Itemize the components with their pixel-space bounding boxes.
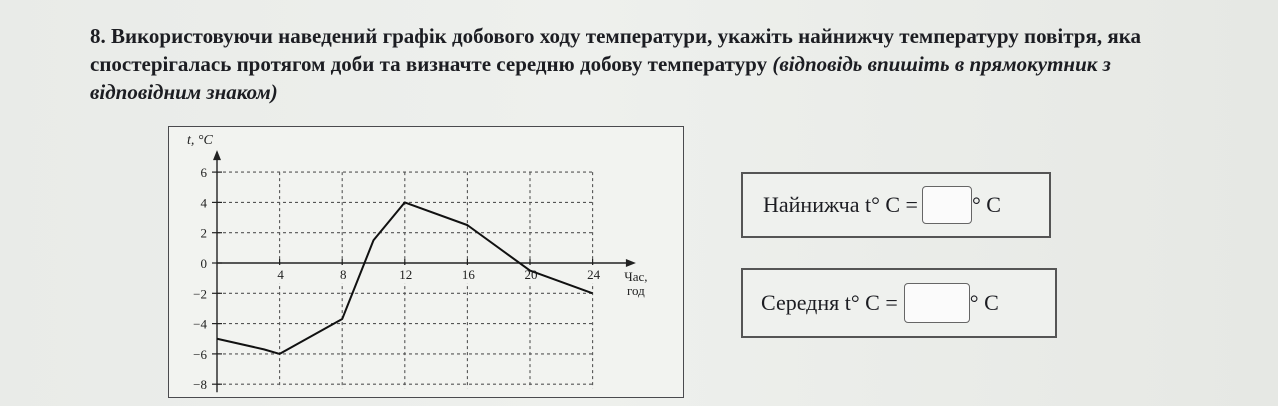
- question-text: [90, 22, 1200, 106]
- x-tick-label: 12: [399, 267, 413, 282]
- lowest-temperature-label: Найнижча t° C =: [763, 192, 918, 217]
- average-temperature-unit: ° C: [969, 290, 999, 315]
- y-tick-label: 2: [200, 225, 207, 241]
- x-axis-label: год: [627, 283, 645, 298]
- temperature-chart: [168, 126, 684, 398]
- y-tick-label: 6: [200, 165, 207, 181]
- y-tick-label: −6: [193, 346, 207, 362]
- y-tick-label: −8: [193, 377, 207, 393]
- x-tick-label: 8: [339, 267, 347, 282]
- y-axis-arrow: [213, 150, 221, 160]
- question-body: 8. Використовуючи наведений графік добового ходу температури, укажіть найнижчу температуру повітря, яка спостерігалась протягом доби та визначте середню добову температуру: [90, 24, 1141, 76]
- average-temperature-input[interactable]: [904, 283, 970, 323]
- x-tick-label: 16: [461, 267, 475, 282]
- x-axis-arrow: [626, 259, 636, 267]
- temperature-chart-svg: [169, 127, 685, 399]
- y-tick-label: 4: [200, 195, 207, 211]
- average-temperature-box: [741, 268, 1057, 338]
- lowest-temperature-input[interactable]: [922, 186, 972, 224]
- y-tick-label: −4: [193, 316, 207, 332]
- y-tick-label: 0: [200, 256, 207, 271]
- lowest-temperature-box: [741, 172, 1051, 238]
- x-tick-label: 20: [524, 267, 538, 282]
- average-temperature-label: Середня t° C =: [761, 290, 898, 315]
- lowest-temperature-unit: ° C: [971, 192, 1001, 217]
- x-tick-label: 4: [277, 267, 284, 282]
- y-tick-label: −2: [193, 286, 207, 302]
- question-hint: (відповідь впишіть в прямокутник з відповідним знаком): [90, 52, 1111, 104]
- x-axis-label: Час,: [624, 269, 648, 284]
- y-axis-label: t, °C: [187, 133, 213, 148]
- x-tick-label: 24: [587, 267, 601, 282]
